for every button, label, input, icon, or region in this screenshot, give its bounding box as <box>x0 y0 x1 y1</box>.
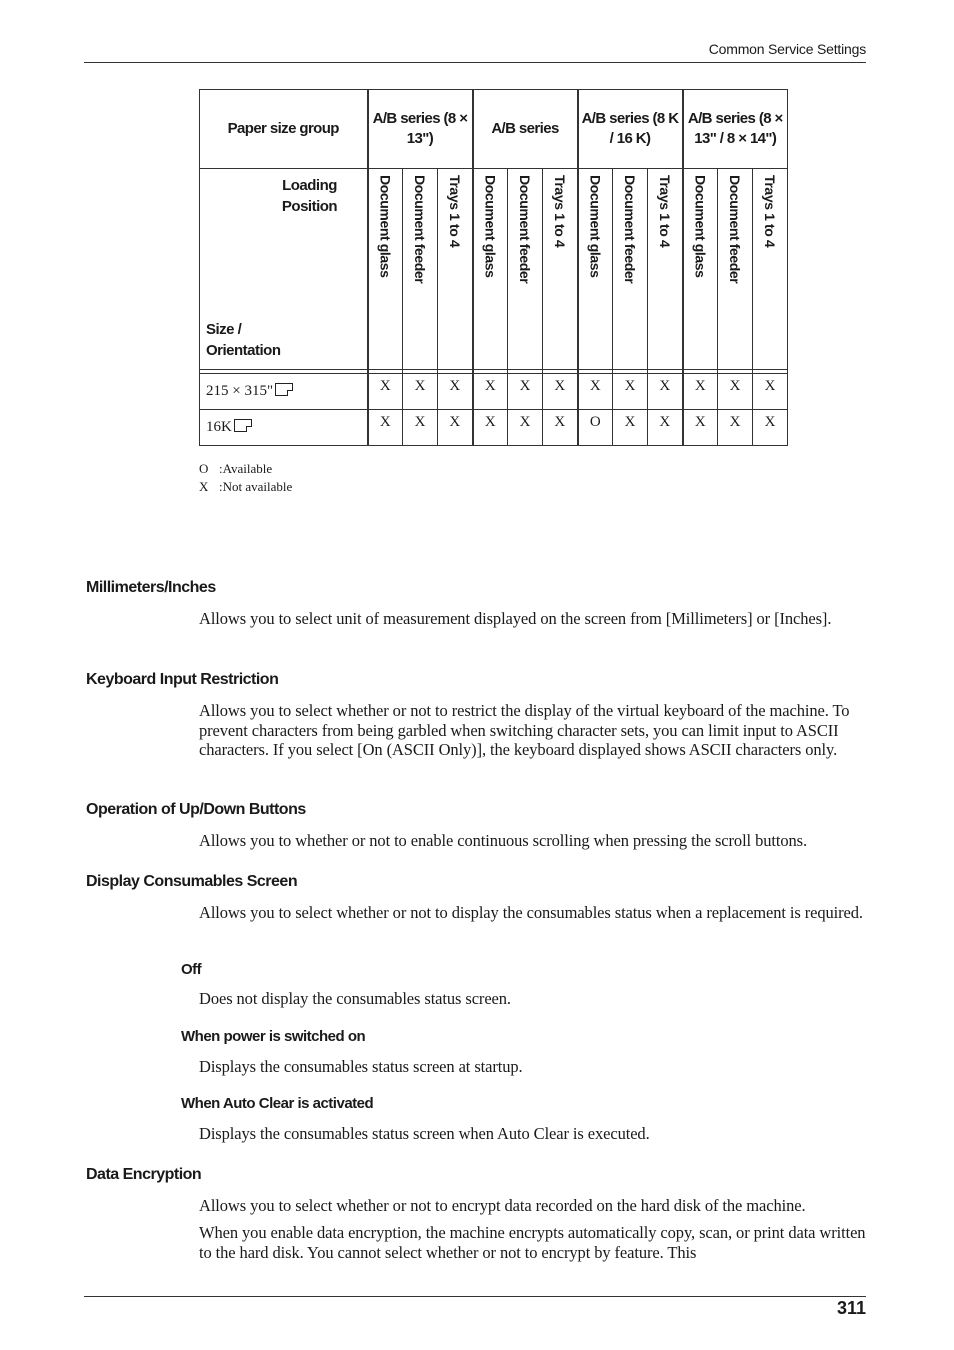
position-header: Document glass <box>587 175 604 278</box>
mark-cell: X <box>543 410 578 446</box>
mark-cell: X <box>718 410 753 446</box>
section-heading-encryption: Data Encryption <box>86 1166 202 1183</box>
orientation-icon <box>234 419 252 432</box>
paragraph: Displays the consumables status screen when Auto Clear is executed. <box>199 1124 650 1143</box>
subheading-auto-clear: When Auto Clear is activated <box>181 1095 374 1112</box>
mark-cell: X <box>438 374 473 410</box>
section-heading-consumables: Display Consumables Screen <box>86 873 298 890</box>
mark-cell: X <box>613 374 648 410</box>
subheading-off: Off <box>181 961 202 978</box>
position-header: Trays 1 to 4 <box>446 175 463 248</box>
section-heading-millimeters: Millimeters/Inches <box>86 579 216 596</box>
mark-cell: X <box>508 374 543 410</box>
section-heading-keyboard: Keyboard Input Restriction <box>86 671 279 688</box>
page-number: 311 <box>836 1298 866 1318</box>
mark-cell: X <box>543 374 578 410</box>
position-header: Document feeder <box>727 175 744 284</box>
position-header: Document feeder <box>412 175 428 284</box>
table-row <box>200 410 788 446</box>
position-header: Trays 1 to 4 <box>551 175 568 248</box>
mark-cell: X <box>508 410 543 446</box>
mark-cell: X <box>438 410 473 446</box>
paragraph: Allows you to whether or not to enable continuous scrolling when pressing the scroll buttons. <box>199 831 807 850</box>
paper-size-table <box>199 89 788 446</box>
position-header: Document glass <box>692 175 709 278</box>
paragraph: Does not display the consumables status screen. <box>199 989 511 1008</box>
running-title: Common Service Settings <box>708 41 866 57</box>
position-header: Trays 1 to 4 <box>762 175 779 248</box>
legend-item: X :Not available <box>199 479 293 494</box>
mark-cell: X <box>718 374 753 410</box>
size-label: 215 × 315" <box>206 383 274 399</box>
paragraph: Displays the consumables status screen at startup. <box>199 1057 523 1076</box>
position-header: Document feeder <box>622 175 639 284</box>
table-legend <box>199 460 292 496</box>
mark-cell: O <box>578 410 613 446</box>
mark-cell: X <box>473 374 508 410</box>
paragraph: When you enable data encryption, the machine encrypts automatically copy, scan, or print data written to the hard disk. You cannot select whether or not to encrypt by feature. This <box>199 1223 866 1262</box>
loading-position-label: Loading Position <box>281 177 338 215</box>
mark-cell: X <box>403 374 438 410</box>
mark-cell: X <box>683 410 718 446</box>
position-header: Document feeder <box>517 175 534 284</box>
mark-cell: X <box>648 410 683 446</box>
mark-cell: X <box>683 374 718 410</box>
legend-item: O :Available <box>199 461 273 476</box>
mark-cell: X <box>368 374 403 410</box>
mark-cell: X <box>613 410 648 446</box>
size-label: 16K <box>206 419 232 435</box>
corner-header: Paper size group <box>200 90 368 169</box>
position-header: Document glass <box>482 175 499 278</box>
position-header: Trays 1 to 4 <box>656 175 673 248</box>
group-header: A/B series (8 K / 16 K) <box>578 90 683 169</box>
section-heading-updown: Operation of Up/Down Buttons <box>86 801 306 818</box>
mark-cell: X <box>403 410 438 446</box>
group-header: A/B series (8 × 13" / 8 × 14") <box>683 90 788 169</box>
mark-cell: X <box>473 410 508 446</box>
position-header: Document glass <box>377 175 394 278</box>
paragraph: Allows you to select whether or not to restrict the display of the virtual keyboard of the machine. To prevent characters from being garbled when switching character sets, you can limit input to ASCII characters. If you select [On (ASCII Only)], the keyboard displayed shows ASCII characters only. <box>199 701 850 759</box>
corner-cell <box>200 169 368 370</box>
mark-cell: X <box>578 374 613 410</box>
group-header: A/B series <box>473 90 578 169</box>
running-header <box>84 40 866 63</box>
group-header: A/B series (8 × 13") <box>368 90 473 169</box>
subheading-power-on: When power is switched on <box>181 1028 366 1045</box>
mark-cell: X <box>368 410 403 446</box>
paragraph: Allows you to select whether or not to encrypt data recorded on the hard disk of the machine. <box>199 1196 806 1215</box>
footer-rule <box>84 1296 866 1297</box>
paragraph: Allows you to select unit of measurement displayed on the screen from [Millimeters] or [Inches]. <box>199 609 832 628</box>
mark-cell: X <box>648 374 683 410</box>
paragraph: Allows you to select whether or not to display the consumables status when a replacement is required. <box>199 903 863 922</box>
mark-cell: X <box>753 410 788 446</box>
size-orientation-label: Size / Orientation <box>206 321 281 359</box>
table-row <box>200 374 788 410</box>
mark-cell: X <box>753 374 788 410</box>
orientation-icon <box>275 383 293 396</box>
